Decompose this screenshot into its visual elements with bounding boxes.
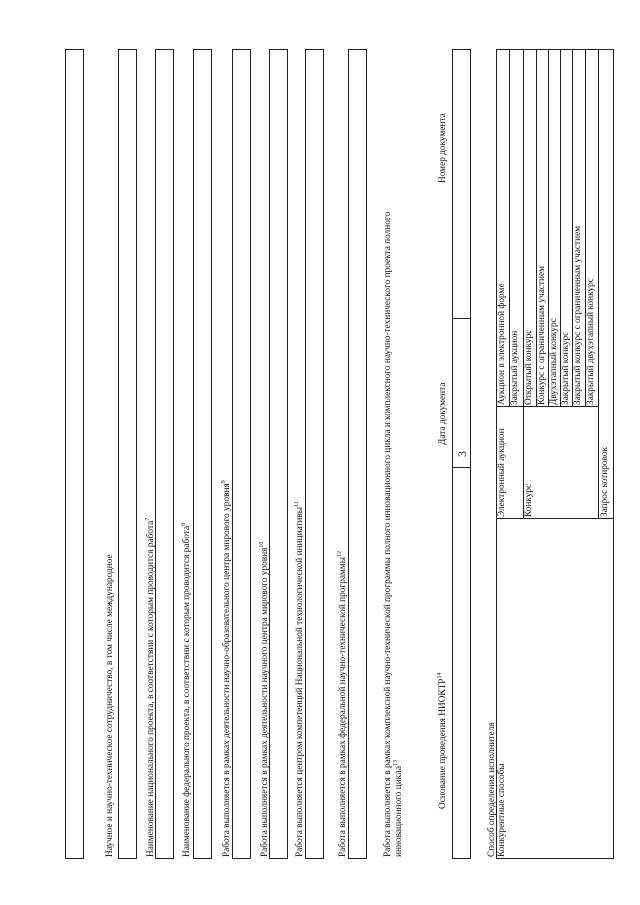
nti-center-input[interactable] [269,49,288,859]
option-closed-contest[interactable]: Закрытый конкурс [561,331,571,405]
basis-number-input[interactable] [453,50,470,318]
federal-project-input[interactable] [155,49,174,859]
executor-title: Способ определения исполнителя [487,722,497,857]
basis-number-header: Номер документа [438,113,448,183]
national-project-label: Наименование национального проекта, в соответствии с которым проводится работа$^7$ [144,517,156,857]
option-open-contest[interactable]: Открытый конкурс [524,329,534,405]
world-edu-center-label: Работа выполняется в рамках деятельности научно-образовательного центра мирового уровня$^9$ [220,480,232,857]
sep [598,49,599,519]
basis-label: Основание проведения НИОКТР$^{14}$ [436,672,448,809]
complex-program-label-cont: инновационного цикла$^{13}$ [392,760,404,857]
world-sci-center-input[interactable] [232,49,251,859]
basis-date-input[interactable] [453,319,470,467]
federal-program-input[interactable] [305,49,324,859]
method-contest: Конкурс [524,483,534,517]
option-two-stage-contest[interactable]: Двухэтапный конкурс [549,318,559,405]
intl-cooperation-input[interactable] [65,49,84,859]
basis-date-header: Дата документа [438,382,448,445]
executor-table [496,49,614,859]
nti-center-label: Работа выполняется центром компетенций Национальной технологической инициативы$^{11}$ [293,501,305,857]
option-closed-two-stage-contest[interactable]: Закрытый двухэтапный конкурс [586,278,596,405]
federal-program-label: Работа выполняется в рамках федеральной научно-технической программы$^{12}$ [336,551,348,857]
federal-project-label: Наименование федерального проекта, в соответствии с которым проводится работа$^8$ [180,522,192,857]
complex-program-label: Работа выполняется в рамках комплексной научно-технической программы полного инновационного цикла и комплексного научно-технического проекта полного [383,211,393,857]
option-electronic-form-auction[interactable]: Аукцион в электронной форме [497,283,507,405]
intl-cooperation-label: Научное и научно-техническое сотрудничество, в том числе международное [105,554,115,857]
page-number: 3 [455,451,469,457]
world-sci-center-label: Работа выполняется в рамках деятельности научного центра мирового уровня$^{10}$ [258,541,270,857]
basis-input[interactable] [453,468,470,858]
option-limited-contest[interactable]: Конкурс с ограниченным участием [537,266,547,405]
option-closed-auction[interactable]: Закрытый аукцион [510,330,520,405]
world-edu-center-input[interactable] [193,49,212,859]
method-electronic-auction: Электронный аукцион [497,428,507,517]
complex-program-input[interactable] [348,49,367,859]
national-project-input[interactable] [118,49,137,859]
executor-divider-main [496,518,614,519]
method-quotation-request[interactable]: Запрос котировок [600,446,610,517]
sep [523,49,524,519]
competitive-label: Конкурентные способы [497,763,507,857]
option-closed-limited-contest[interactable]: Закрытый конкурс с ограниченным участием [573,225,583,405]
executor-divider-options [496,406,598,407]
